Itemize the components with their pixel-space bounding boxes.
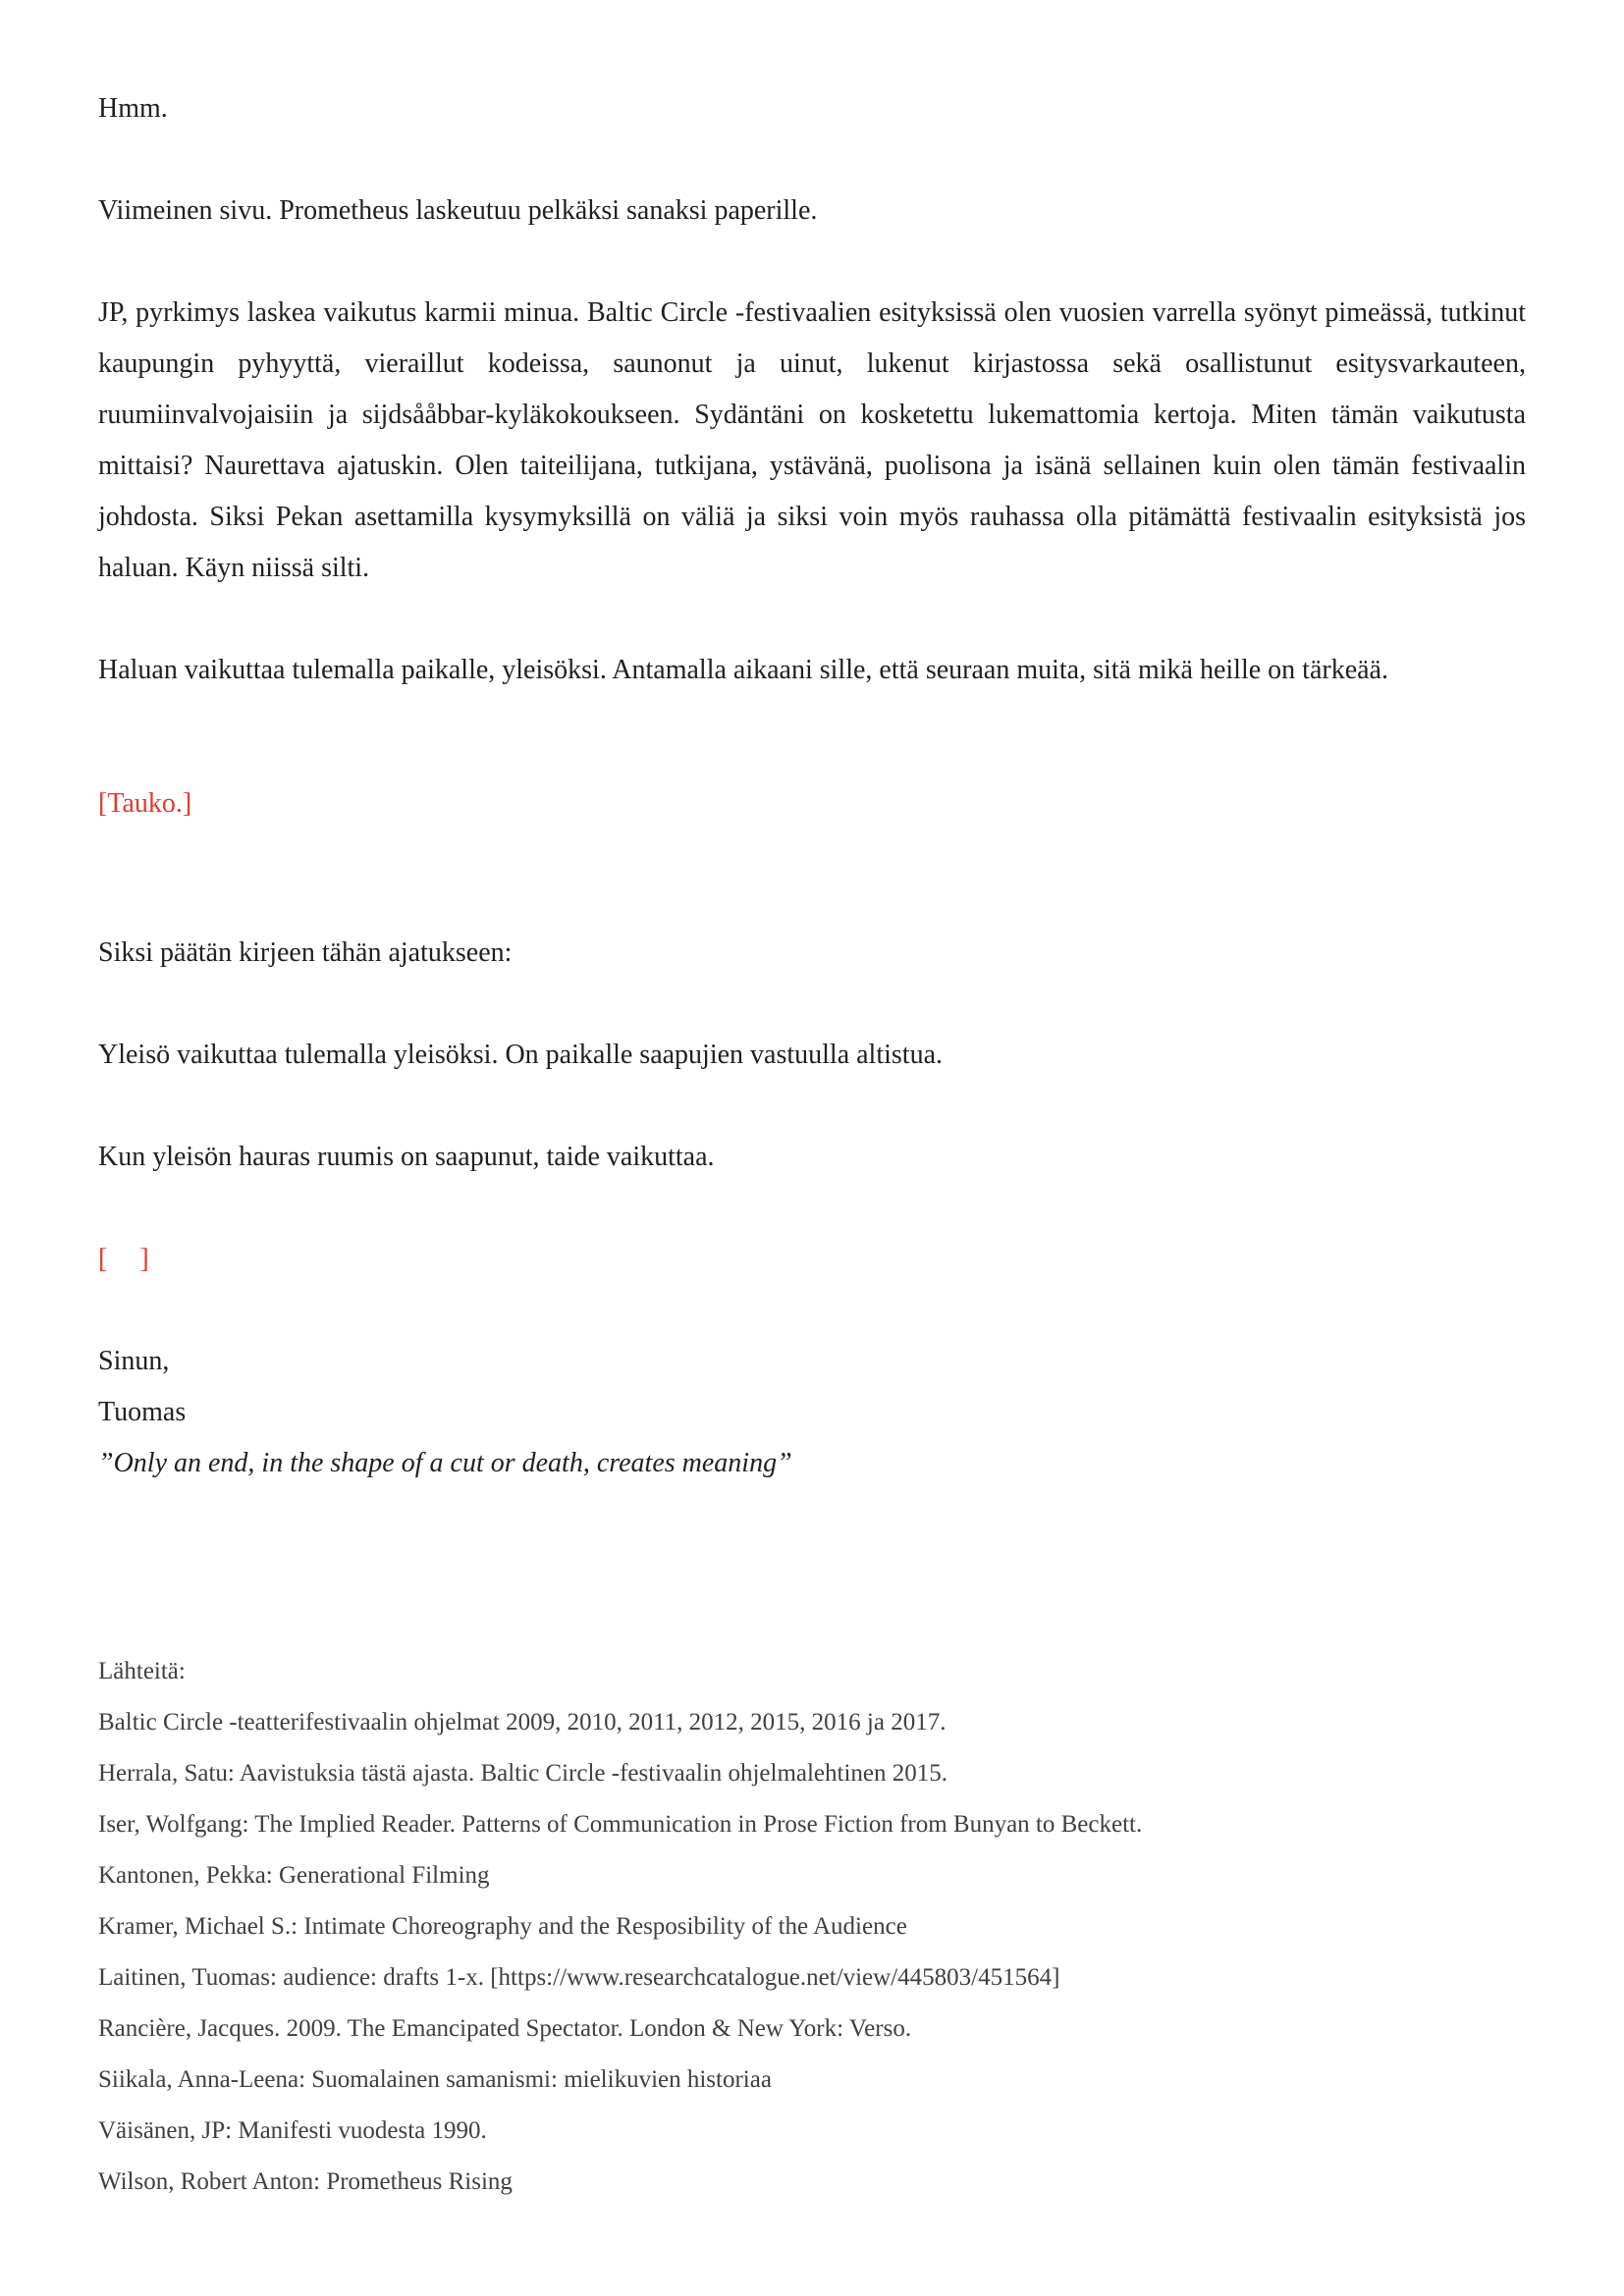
- signoff-block: [98, 1336, 1526, 1489]
- paragraph-kun: Kun yleisön hauras ruumis on saapunut, taide vaikuttaa.: [98, 1142, 715, 1172]
- sources-heading: Lähteitä:: [98, 1658, 186, 1684]
- source-item: Herrala, Satu: Aavistuksia tästä ajasta. Baltic Circle -festivaalin ohjelmalehtinen 2015.: [98, 1760, 948, 1787]
- source-item: Kantonen, Pekka: Generational Filming: [98, 1862, 490, 1889]
- sources-section: [98, 1646, 1526, 2208]
- source-item: Kramer, Michael S.: Intimate Choreography and the Resposibility of the Audience: [98, 1913, 907, 1940]
- paragraph-hmm: Hmm.: [98, 93, 168, 124]
- source-item: Siikala, Anna-Leena: Suomalainen samanismi: mielikuvien historiaa: [98, 2066, 772, 2093]
- source-item: Wilson, Robert Anton: Prometheus Rising: [98, 2168, 513, 2195]
- paragraph-yleiso: Yleisö vaikuttaa tulemalla yleisöksi. On paikalle saapujien vastuulla altistua.: [98, 1040, 944, 1070]
- signoff-line-1: Sinun,: [98, 1346, 170, 1376]
- paragraph-haluan: Haluan vaikuttaa tulemalla paikalle, yleisöksi. Antamalla aikaani sille, että seuraan muita, sitä mikä heille on tärkeää.: [98, 655, 1388, 685]
- empty-brackets-marker: [ ]: [98, 1244, 150, 1274]
- source-item: Väisänen, JP: Manifesti vuodesta 1990.: [98, 2117, 487, 2144]
- closing-quote: ”Only an end, in the shape of a cut or death, creates meaning”: [98, 1448, 792, 1478]
- source-item: Baltic Circle -teatterifestivaalin ohjelmat 2009, 2010, 2011, 2012, 2015, 2016 ja 2017.: [98, 1709, 947, 1735]
- paragraph-siksi: Siksi päätän kirjeen tähän ajatukseen:: [98, 937, 513, 968]
- source-item: Laitinen, Tuomas: audience: drafts 1-x. [https://www.researchcatalogue.net/view/445803/451564]: [98, 1964, 1060, 1991]
- paragraph-main: JP, pyrkimys laskea vaikutus karmii minua. Baltic Circle -festivaalien esityksissä olen vuosien varrella syönyt pimeässä, tutkinut kaupungin pyhyyttä, vieraillut kodeissa, saunonut ja uinut, lukenut kirjastossa sekä osallistunut esitysvarkauteen, ruumiinvalvojaisiin ja sijdsååbbar-kyläkokoukseen. Sydäntäni on kosketettu lukemattomia kertoja. Miten tämän vaikutusta mittaisi? Naurettava ajatuskin. Olen taiteilijana, tutkijana, ystävänä, puolisona ja isänä sellainen kuin olen tämän festivaalin johdosta. Siksi Pekan asettamilla kysymyksillä on väliä ja siksi voin myös rauhassa olla pitämättä festivaalin esityksistä jos haluan. Käyn niissä silti.: [98, 297, 1526, 583]
- source-item: Iser, Wolfgang: The Implied Reader. Patterns of Communication in Prose Fiction from Bunyan to Beckett.: [98, 1811, 1143, 1838]
- paragraph-last-page: Viimeinen sivu. Prometheus laskeutuu pelkäksi sanaksi paperille.: [98, 195, 818, 226]
- source-item: Rancière, Jacques. 2009. The Emancipated Spectator. London & New York: Verso.: [98, 2015, 912, 2042]
- pause-marker: [Tauko.]: [98, 788, 192, 819]
- signoff-line-2: Tuomas: [98, 1397, 187, 1427]
